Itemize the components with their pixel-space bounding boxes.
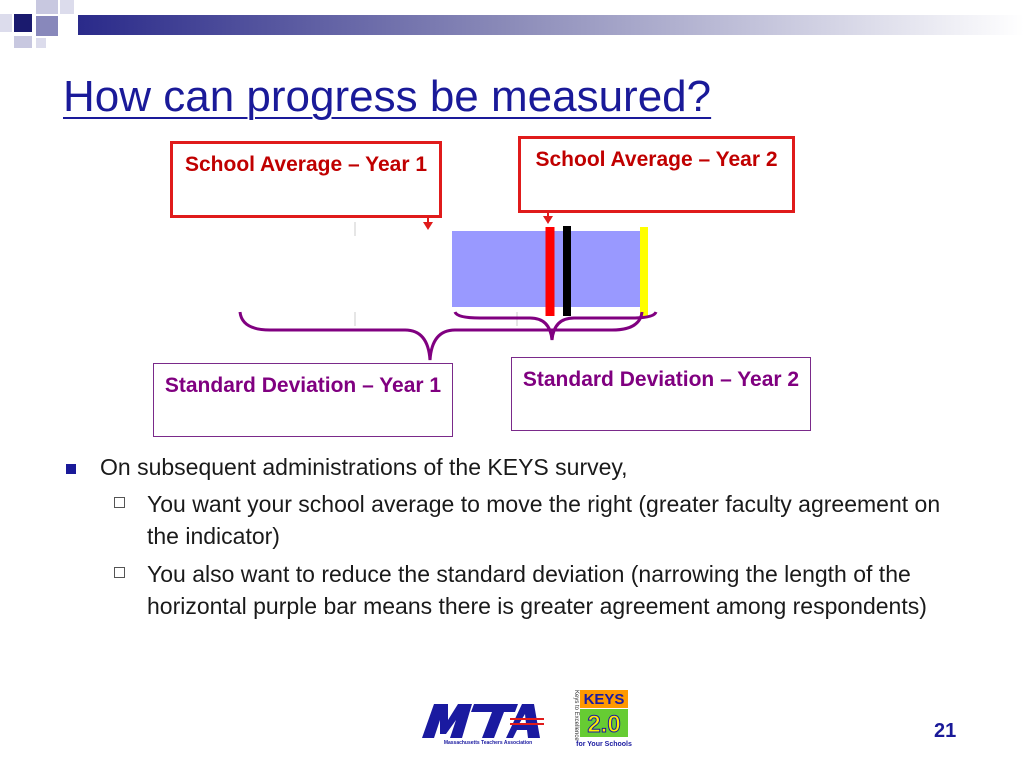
bullet-sub-1-text: You want your school average to move the right (greater faculty agreement on the indicator) [147, 491, 941, 549]
keys-version-text: 2.0 [587, 711, 621, 738]
square-bullet-icon [66, 464, 76, 474]
bullet-main [62, 452, 962, 482]
keys-side-text: Keys to Excellence [573, 690, 579, 741]
school-average-year1-callout: School Average – Year 1 [170, 141, 442, 218]
hollow-square-bullet-icon [114, 497, 125, 508]
keys-caption: for Your Schools [576, 741, 632, 748]
keys-top-text: KEYS [583, 691, 625, 708]
page-number: 21 [934, 720, 957, 742]
bullet-sub-2 [62, 558, 962, 622]
school-average-year2-callout: School Average – Year 2 [518, 136, 795, 213]
bullet-main-text: On subsequent administrations of the KEYS survey, [100, 454, 628, 480]
std-dev-year2-callout: Standard Deviation – Year 2 [511, 357, 811, 431]
bullet-list [62, 452, 962, 622]
bullet-sub-1 [62, 488, 962, 552]
bullet-sub-2-text: You also want to reduce the standard deviation (narrowing the length of the horizontal purple bar means there is greater agreement among respondents) [147, 561, 927, 619]
std-dev-year1-callout: Standard Deviation – Year 1 [153, 363, 453, 437]
mta-logo [418, 690, 548, 746]
keys-logo [566, 688, 636, 750]
slide-title: How can progress be measured? [63, 72, 712, 121]
hollow-square-bullet-icon [114, 567, 125, 578]
arrow-year2-head [543, 216, 553, 224]
brace-year2 [455, 312, 656, 340]
mta-caption: Massachusetts Teachers Association [443, 740, 533, 746]
arrow-year1-head [423, 222, 433, 230]
